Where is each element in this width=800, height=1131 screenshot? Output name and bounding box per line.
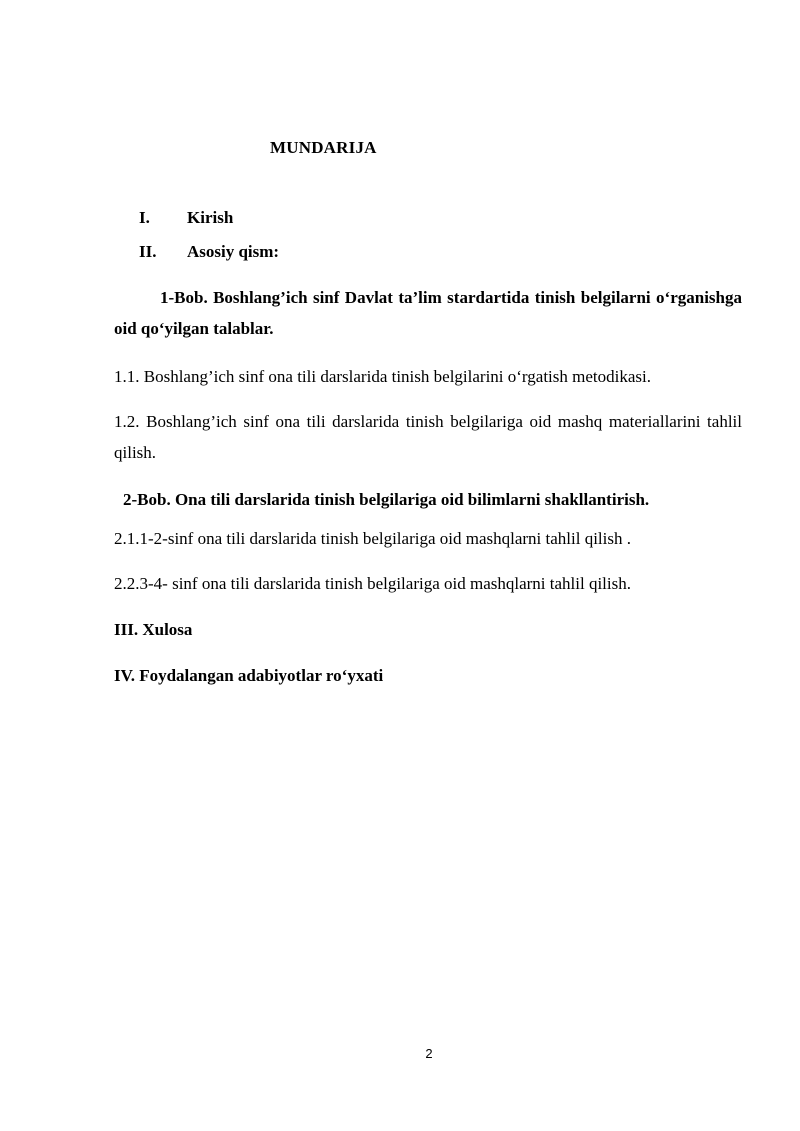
toc-item-main-part	[139, 242, 279, 262]
section-2-1: 2.1.1-2-sinf ona tili darslarida tinish belgilariga oid mashqlarni tahlil qilish .	[114, 529, 631, 548]
toc-item-conclusion: III. Xulosa	[114, 620, 193, 639]
page-number: 2	[425, 1046, 433, 1061]
toc-item-intro	[139, 208, 233, 228]
section-2-2: 2.2.3-4- sinf ona tili darslarida tinish belgilariga oid mashqlarni tahlil qilish.	[114, 574, 631, 593]
chapter2-heading: 2-Bob. Ona tili darslarida tinish belgilariga oid bilimlarni shakllantirish.	[123, 490, 650, 509]
toc-number: II.	[139, 242, 157, 261]
chapter1-heading: 1-Bob. Boshlang’ich sinf Davlat ta’lim stardartida tinish belgilarni o‘rganishga oid qo‘yilgan talablar.	[114, 288, 742, 338]
toc-label: Kirish	[187, 208, 234, 227]
page-title: MUNDARIJA	[270, 138, 377, 157]
toc-label: Asosiy qism:	[187, 242, 280, 261]
section-1-2: 1.2. Boshlang’ich sinf ona tili darslarida tinish belgilariga oid mashq materiallarini tahlil qilish.	[114, 412, 742, 462]
section-1-1: 1.1. Boshlang’ich sinf ona tili darslarida tinish belgilarini o‘rgatish metodikasi.	[114, 367, 651, 386]
toc-number: I.	[139, 208, 150, 227]
toc-item-references: IV. Foydalangan adabiyotlar ro‘yxati	[114, 666, 384, 685]
